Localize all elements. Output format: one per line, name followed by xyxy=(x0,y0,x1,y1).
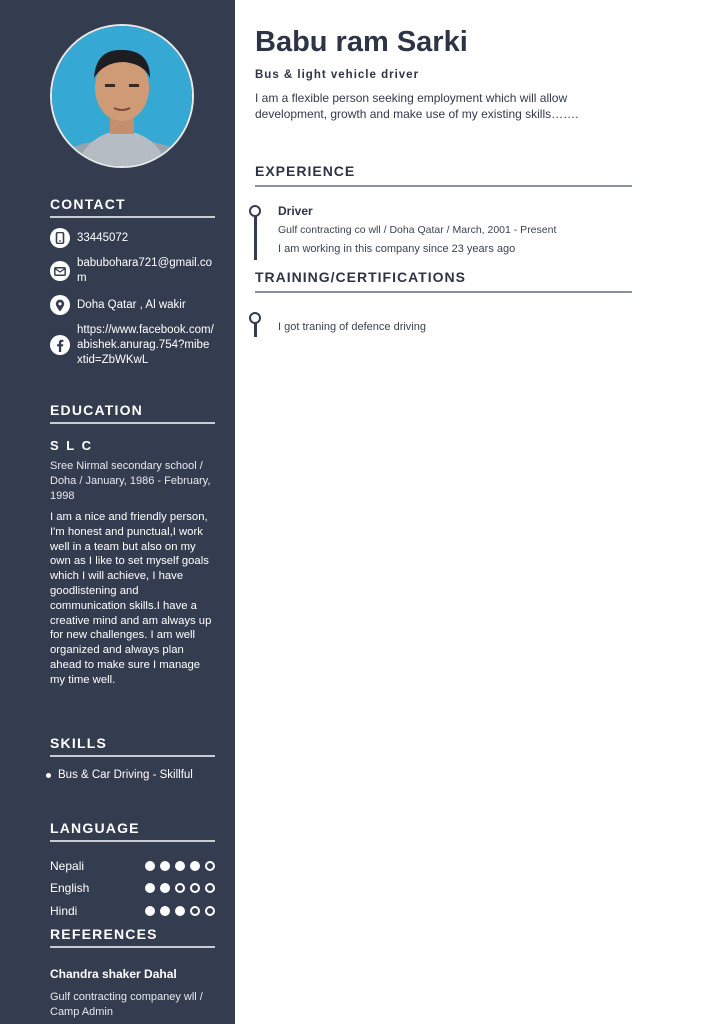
contact-location xyxy=(50,295,215,315)
skill-label: Bus & Car Driving - Skillful xyxy=(58,769,193,781)
sidebar xyxy=(0,0,235,1024)
reference-detail: Gulf contracting companey wll / Camp Admin xyxy=(50,991,203,1018)
language-level xyxy=(145,883,215,893)
facebook-icon xyxy=(50,335,70,355)
skill-item xyxy=(46,769,193,781)
experience-description: I am working in this company since 23 years ago xyxy=(278,243,516,255)
education-degree: S L C xyxy=(50,438,93,453)
language-heading: LANGUAGE xyxy=(50,820,215,842)
email-link[interactable]: babubohara721@gmail.com xyxy=(77,257,213,284)
profile-summary: I am a flexible person seeking employment which will allow development, growth and make use of my existing skills……. xyxy=(255,91,579,121)
empty-dot-icon xyxy=(205,883,215,893)
bullet-icon xyxy=(46,773,51,778)
experience-heading: EXPERIENCE xyxy=(255,163,632,187)
phone-number: 33445072 xyxy=(77,232,129,244)
empty-dot-icon xyxy=(205,861,215,871)
contact-heading: CONTACT xyxy=(50,196,215,218)
education-heading: EDUCATION xyxy=(50,402,215,424)
skills-heading: SKILLS xyxy=(50,735,215,757)
empty-dot-icon xyxy=(175,883,185,893)
contact-phone xyxy=(50,228,215,248)
profile-photo xyxy=(52,26,192,166)
language-name: Nepali xyxy=(50,859,85,873)
filled-dot-icon xyxy=(175,906,185,916)
filled-dot-icon xyxy=(145,883,155,893)
reference-name: Chandra shaker Dahal xyxy=(50,967,177,981)
filled-dot-icon xyxy=(145,906,155,916)
filled-dot-icon xyxy=(160,906,170,916)
filled-dot-icon xyxy=(190,861,200,871)
empty-dot-icon xyxy=(190,906,200,916)
page-title: Babu ram Sarki xyxy=(255,26,468,58)
empty-dot-icon xyxy=(205,906,215,916)
filled-dot-icon xyxy=(175,861,185,871)
filled-dot-icon xyxy=(160,883,170,893)
experience-meta: Gulf contracting co wll / Doha Qatar / March, 2001 - Present xyxy=(278,224,557,236)
language-name: English xyxy=(50,881,90,895)
location-icon xyxy=(50,295,70,315)
contact-email xyxy=(50,256,215,286)
training-description: I got traning of defence driving xyxy=(278,321,426,333)
location-text: Doha Qatar , Al wakir xyxy=(77,299,186,311)
language-row xyxy=(50,881,215,895)
avatar xyxy=(50,24,194,168)
language-name: Hindi xyxy=(50,904,78,918)
filled-dot-icon xyxy=(160,861,170,871)
filled-dot-icon xyxy=(145,861,155,871)
timeline-line xyxy=(254,216,257,260)
mail-icon xyxy=(50,261,70,281)
timeline-line xyxy=(254,323,257,337)
references-heading: REFERENCES xyxy=(50,926,215,948)
empty-dot-icon xyxy=(190,883,200,893)
job-title: Bus & light vehicle driver xyxy=(255,69,420,81)
education-school: Sree Nirmal secondary school / Doha / January, 1986 - February, 1998 xyxy=(50,460,211,502)
training-heading: TRAINING/CERTIFICATIONS xyxy=(255,269,632,293)
facebook-link[interactable]: https://www.facebook.com/abishek.anurag.754?mibextid=ZbWKwL xyxy=(77,324,214,366)
education-description: I am a nice and friendly person, I'm honest and punctual,I work well in a team but also on my own as I like to set myself goals which I will achieve, I have goodlistening and communication skills.I have a creative mind and am always up for new challenges. I am well organized and always plan ahead to make sure I manage my time well. xyxy=(50,511,212,686)
language-row xyxy=(50,859,215,873)
experience-role: Driver xyxy=(278,204,313,218)
language-row xyxy=(50,904,215,918)
contact-facebook xyxy=(50,323,215,368)
language-level xyxy=(145,906,215,916)
phone-icon xyxy=(50,228,70,248)
language-level xyxy=(145,861,215,871)
